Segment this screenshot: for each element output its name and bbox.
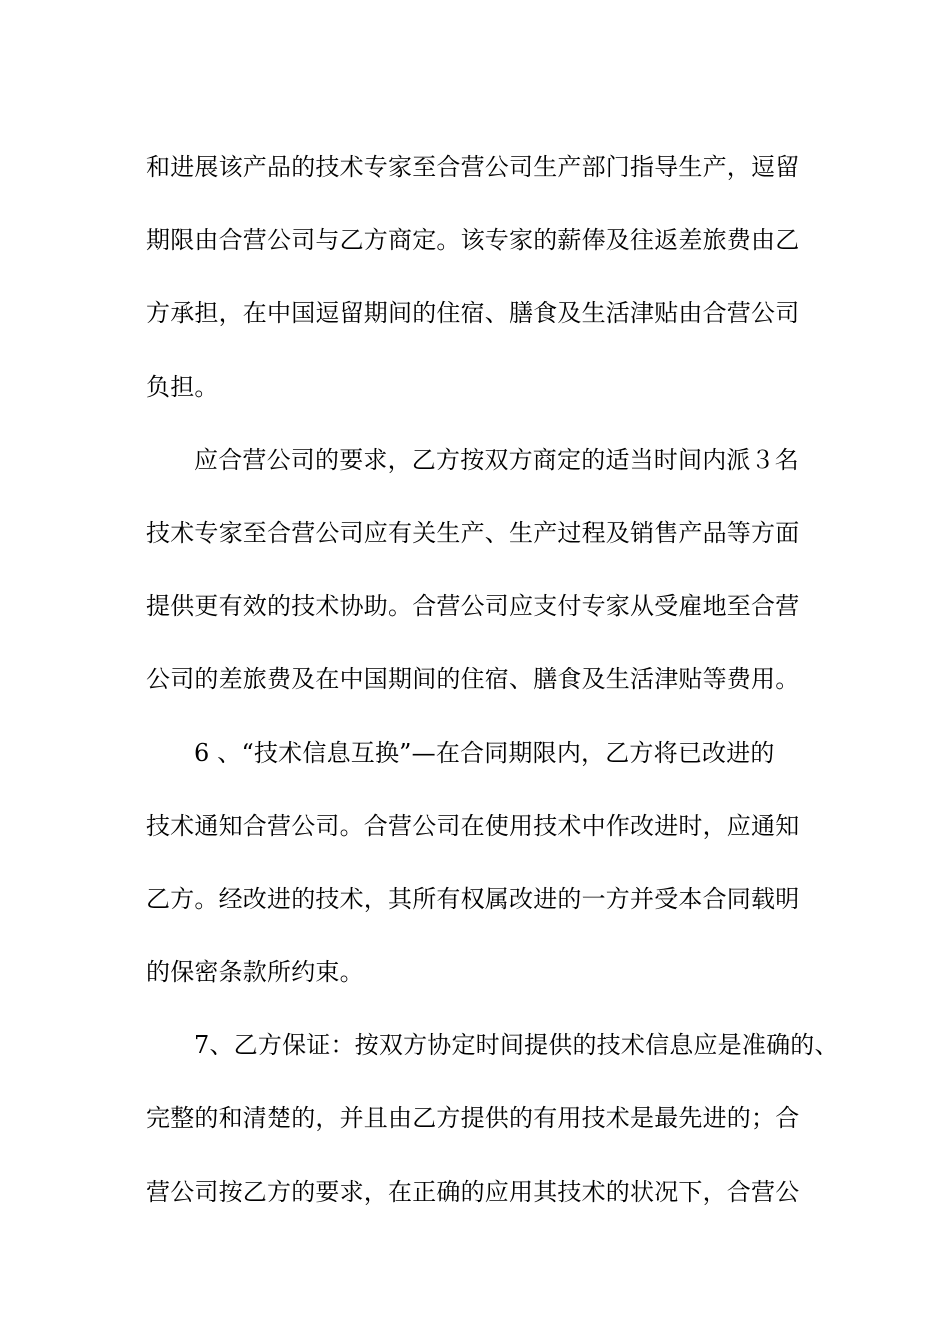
- text-line: 完整的和清楚的，并且由乙方提供的有用技术是最先进的；合: [146, 1104, 800, 1133]
- text-line: 6 、“技术信息互换”—在合同期限内，乙方将已改进的: [194, 738, 775, 767]
- text-line: 7、乙方保证：按双方协定时间提供的技术信息应是准确的、: [194, 1031, 839, 1060]
- text-line: 负担。: [146, 372, 219, 401]
- text-line: 营公司按乙方的要求，在正确的应用其技术的状况下，合营公: [146, 1177, 800, 1206]
- text-line: 提供更有效的技术协助。合营公司应支付专家从受雇地至合营: [146, 592, 800, 621]
- text-line: 和进展该产品的技术专家至合营公司生产部门指导生产，逗留: [146, 153, 800, 181]
- text-line: 方承担，在中国逗留期间的住宿、膳食及生活津贴由合营公司: [146, 299, 800, 328]
- text-line: 乙方。经改进的技术，其所有权属改进的一方并受本合同载明: [146, 884, 800, 913]
- text-line: 的保密条款所约束。: [146, 958, 364, 987]
- document-body: [146, 131, 839, 1229]
- text-line: 技术专家至合营公司应有关生产、生产过程及销售产品等方面: [146, 518, 800, 547]
- text-line: 公司的差旅费及在中国期间的住宿、膳食及生活津贴等费用。: [146, 665, 800, 694]
- text-line: 应合营公司的要求，乙方按双方商定的适当时间内派３名: [194, 445, 799, 474]
- text-line: 技术通知合营公司。合营公司在使用技术中作改进时，应通知: [146, 811, 800, 840]
- text-line: 期限由合营公司与乙方商定。该专家的薪俸及往返差旅费由乙: [146, 226, 800, 255]
